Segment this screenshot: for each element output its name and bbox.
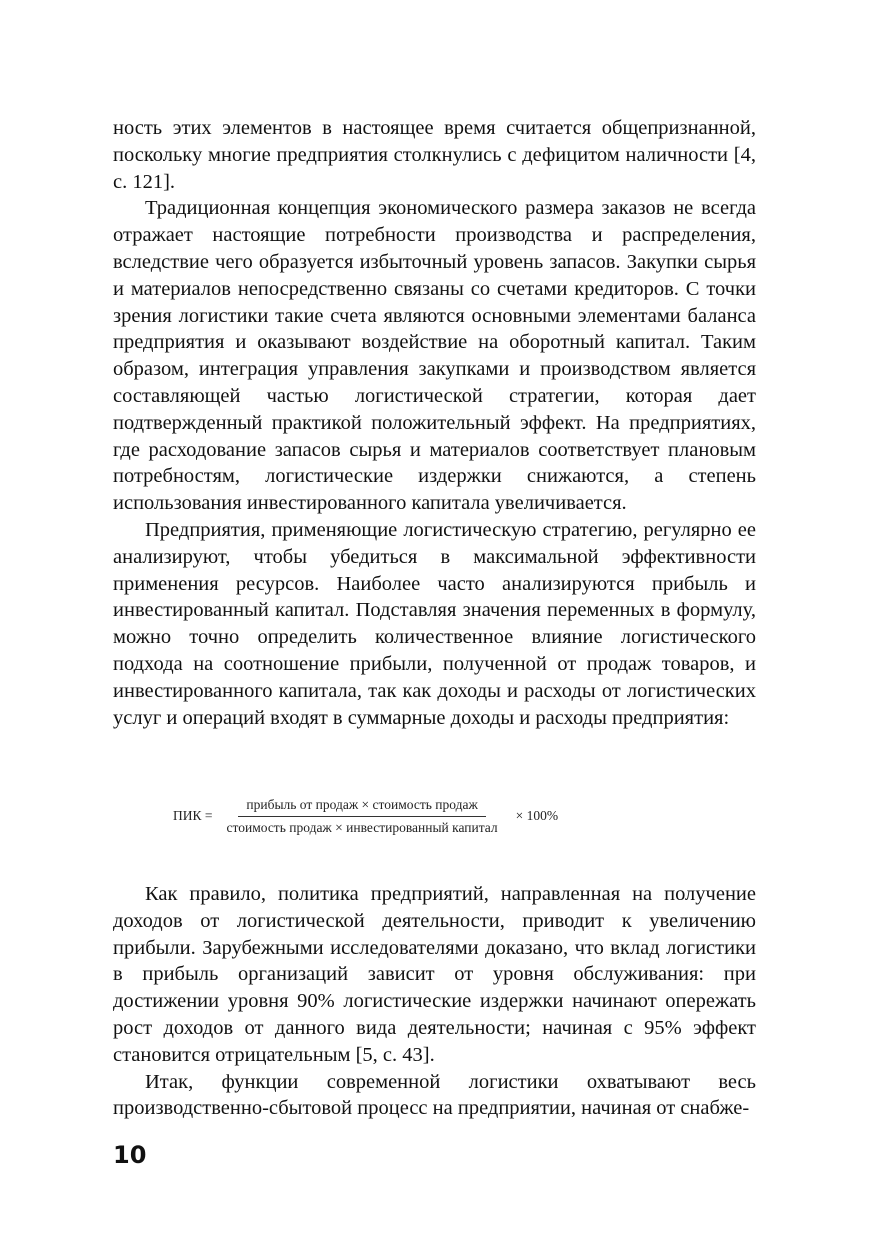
formula-fraction (219, 797, 506, 836)
formula-numerator: прибыль от продаж × стоимость продаж (238, 797, 485, 817)
paragraph-1: ность этих элементов в настоящее время считается общепризнанной, поскольку многие предприятия столкнулись с дефицитом наличности [4, с. 121]. (113, 117, 756, 193)
paragraph-5: Итак, функции современной логистики охватывают весь производственно-сбытовой процесс на предприятии, начиная от снабже- (113, 1070, 756, 1120)
body-text-bottom (113, 881, 756, 1122)
page-number: 10 (113, 1141, 147, 1169)
pik-formula (173, 788, 558, 844)
formula-block (113, 788, 756, 848)
formula-denominator: стоимость продаж × инвестированный капитал (226, 819, 498, 835)
paragraph-2: Традиционная концепция экономического размера заказов не всегда отражает настоящие потребности производства и распределения, вследствие чего образуется избыточный уровень запасов. Закупки сырья и материалов непосредственно связаны со счетами кредиторов. С точки зрения логистики такие счета являются основными элементами баланса предприятия и оказывают воздействие на оборотный капитал. Таким образом, интеграция управления закупками и производством является составляющей частью логистической стратегии, которая дает подтвержденный практикой положительный эффект. На предприятиях, где расходование запасов сырья и материалов соответствует плановым потребностям, логистические издержки снижаются, а степень использования инвестированного капитала увеличивается. (113, 197, 756, 515)
paragraph-3: Предприятия, применяющие логистическую стратегию, регулярно ее анализируют, чтобы убедиться в максимальной эффективности применения ресурсов. Наиболее часто анализируются прибыль и инвестированный капитал. Подставляя значения переменных в формулу, можно точно определить количественное влияние логистического подхода на соотношение прибыли, полученной от продаж товаров, и инвестированного капитала, так как доходы и расходы от логистических услуг и операций входят в суммарные доходы и расходы предприятия: (113, 518, 756, 729)
body-text-top (113, 115, 756, 731)
paragraph-4: Как правило, политика предприятий, направленная на получение доходов от логистической деятельности, приводит к увеличению прибыли. Зарубежными исследователями доказано, что вклад логистики в прибыль организаций зависит от уровня обслуживания: при достижении уровня 90% логистические издержки начинают опережать рост доходов от данного вида деятельности; начиная с 95% эффект становится отрицательным [5, с. 43]. (113, 883, 756, 1066)
formula-lhs: ПИК = (173, 808, 213, 823)
formula-rhs: × 100% (515, 808, 559, 823)
